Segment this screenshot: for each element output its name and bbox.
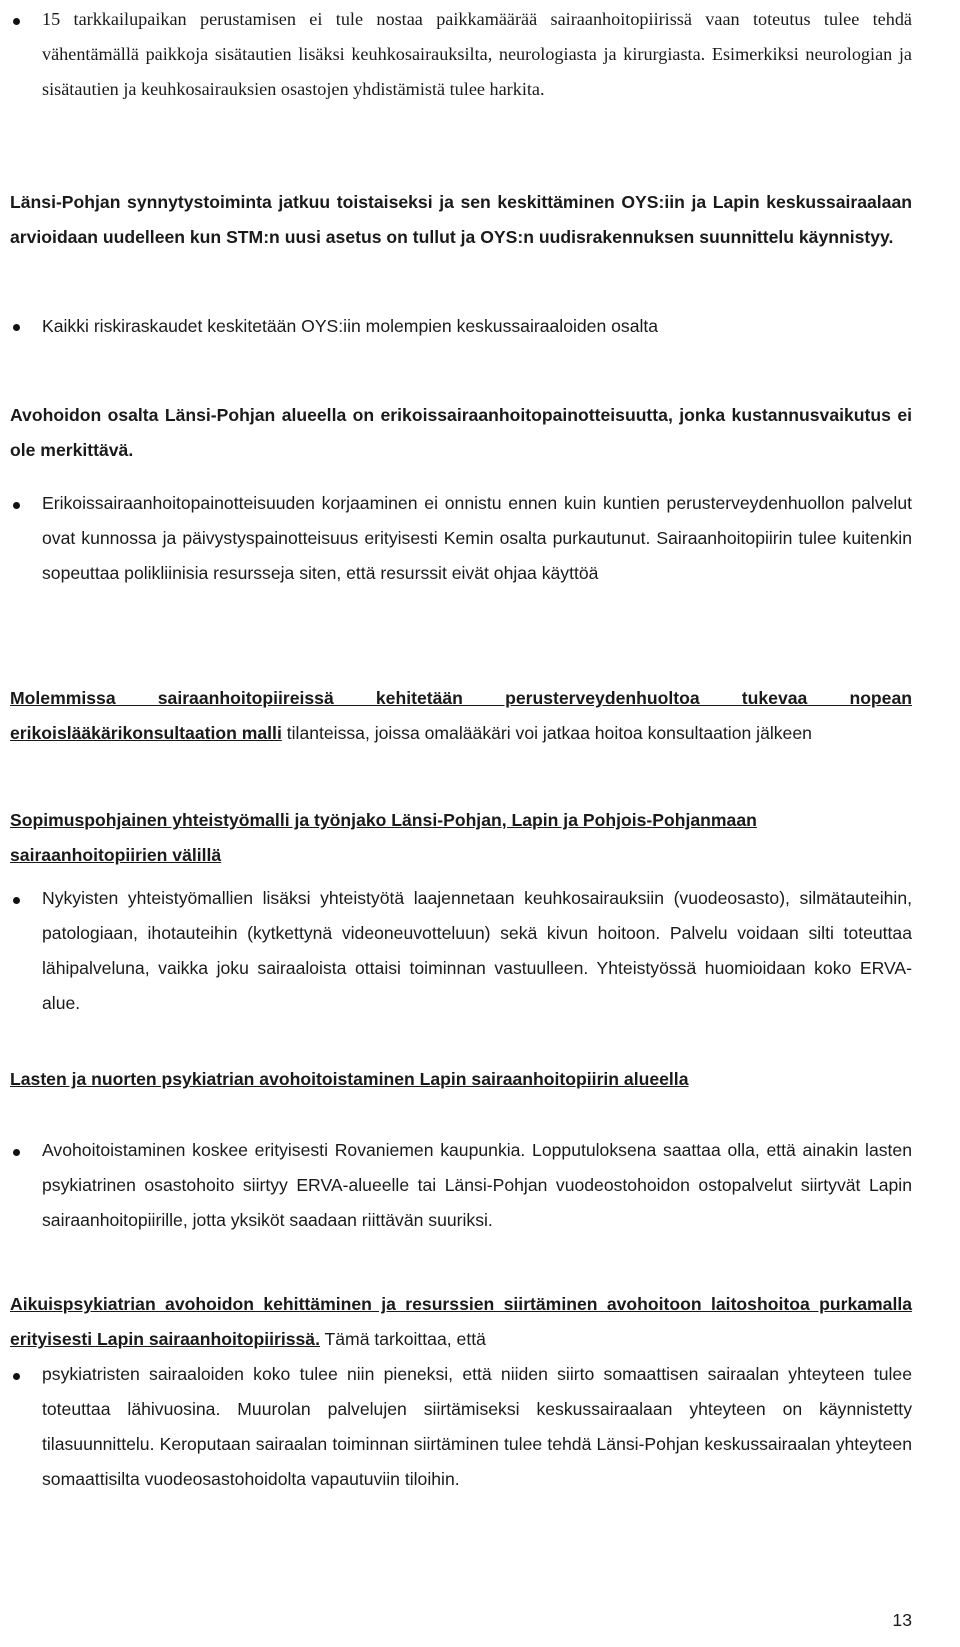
aikuispsykiatria-title: Aikuispsykiatrian avohoidon kehittäminen ja resurssien siirtäminen avohoitoon laitoshoitoa purkamalla erityisesti Lapin sairaanhoitopiirissä.	[10, 1294, 912, 1349]
paragraph-avohoito: Avohoidon osalta Länsi-Pohjan alueella on erikoissairaanhoitopainotteisuutta, jonka kustannusvaikutus ei ole merkittävä.	[10, 405, 912, 460]
bullet-item-tarkkailupaikat: 15 tarkkailupaikan perustamisen ei tule nostaa paikkamäärää sairaanhoitopiirissä vaan toteutus tulee tehdä vähentämällä paikkoja sisätautien lisäksi keuhkosairauksilta, neurologiasta ja kirurgiasta. Esimerkiksi neurologian ja sisätautien ja keuhkosairauksien osastojen yhdistämistä tulee harkita.	[42, 9, 912, 99]
bullet-icon	[13, 1373, 20, 1380]
paragraph-synnytystoiminta: Länsi-Pohjan synnytystoiminta jatkuu toistaiseksi ja sen keskittäminen OYS:iin ja Lapin keskussairaalaan arvioidaan uudelleen kun STM:n uusi asetus on tullut ja OYS:n uudisrakennuksen suunnittelu käynnistyy.	[10, 192, 912, 247]
paragraph-konsultaatiomalli	[10, 681, 912, 751]
bullet-item-psykiatriset-sairaalat: psykiatristen sairaaloiden koko tulee niin pieneksi, että niiden siirto somaattisen sairaalan yhteyteen tulee toteuttaa lähivuosina. Muurolan palvelujen siirtämiseksi keskussairaalaan yhteyteen on käynnistetty tilasuunnittelu. Keroputaan sairaalan toiminnan siirtäminen tulee tehdä Länsi-Pohjan keskussairaalan yhteyteen somaattisilta vuodeosastohoidolta vapautuviin tiloihin.	[42, 1364, 912, 1489]
konsultaatiomalli-title: Molemmissa sairaanhoitopiireissä kehitetään perusterveydenhuoltoa tukevaa nopean erikoislääkärikonsultaation malli	[10, 688, 912, 743]
bullet-item-yhteistyo: Nykyisten yhteistyömallien lisäksi yhteistyötä laajennetaan keuhkosairauksiin (vuodeosasto), silmätauteihin, patologiaan, ihotauteihin (kytkettynä videoneuvotteluun) sekä kivun hoitoon. Palvelu voidaan silti toteuttaa lähipalveluna, vaikka joku sairaaloista ottaisi toiminnan vastuulleen. Yhteistyössä huomioidaan koko ERVA-alue.	[42, 888, 912, 1013]
heading-yhteistyomalli: Sopimuspohjainen yhteistyömalli ja työnjako Länsi-Pohjan, Lapin ja Pohjois-Pohjanmaan sairaanhoitopiirien välillä	[10, 810, 757, 865]
page-number: 13	[892, 1610, 912, 1630]
aikuispsykiatria-text: Tämä tarkoittaa, että	[319, 1329, 486, 1349]
bullet-item-erikoissairaanhoito: Erikoissairaanhoitopainotteisuuden korjaaminen ei onnistu ennen kuin kuntien perusterveydenhuollon palvelut ovat kunnossa ja päivystyspainotteisuus erityisesti Kemin osalta purkautunut. Sairaanhoitopiirin tulee kuitenkin sopeuttaa polikliinisia resursseja siten, että resurssit eivät ohjaa käyttöä	[42, 493, 912, 583]
bullet-icon	[13, 1149, 20, 1156]
konsultaatiomalli-text: tilanteissa, joissa omalääkäri voi jatkaa hoitoa konsultaation jälkeen	[281, 723, 812, 743]
paragraph-aikuispsykiatria	[10, 1287, 912, 1357]
bullet-icon	[13, 18, 20, 25]
bullet-icon	[13, 502, 20, 509]
bullet-item-riskiraskaudet: Kaikki riskiraskaudet keskitetään OYS:iin molempien keskussairaaloiden osalta	[42, 316, 659, 336]
heading-lastenpsykiatria: Lasten ja nuorten psykiatrian avohoitoistaminen Lapin sairaanhoitopiirin alueella	[10, 1069, 689, 1089]
bullet-item-avohoitoistaminen: Avohoitoistaminen koskee erityisesti Rovaniemen kaupunkia. Lopputuloksena saattaa olla, että ainakin lasten psykiatrinen osastohoito siirtyy ERVA-alueelle tai Länsi-Pohjan vuodeostohoidon ostopalvelut siirtyvät Lapin sairaanhoitopiirille, jotta yksiköt saadaan riittävän suuriksi.	[42, 1140, 912, 1230]
bullet-icon	[13, 324, 20, 331]
bullet-icon	[13, 897, 20, 904]
